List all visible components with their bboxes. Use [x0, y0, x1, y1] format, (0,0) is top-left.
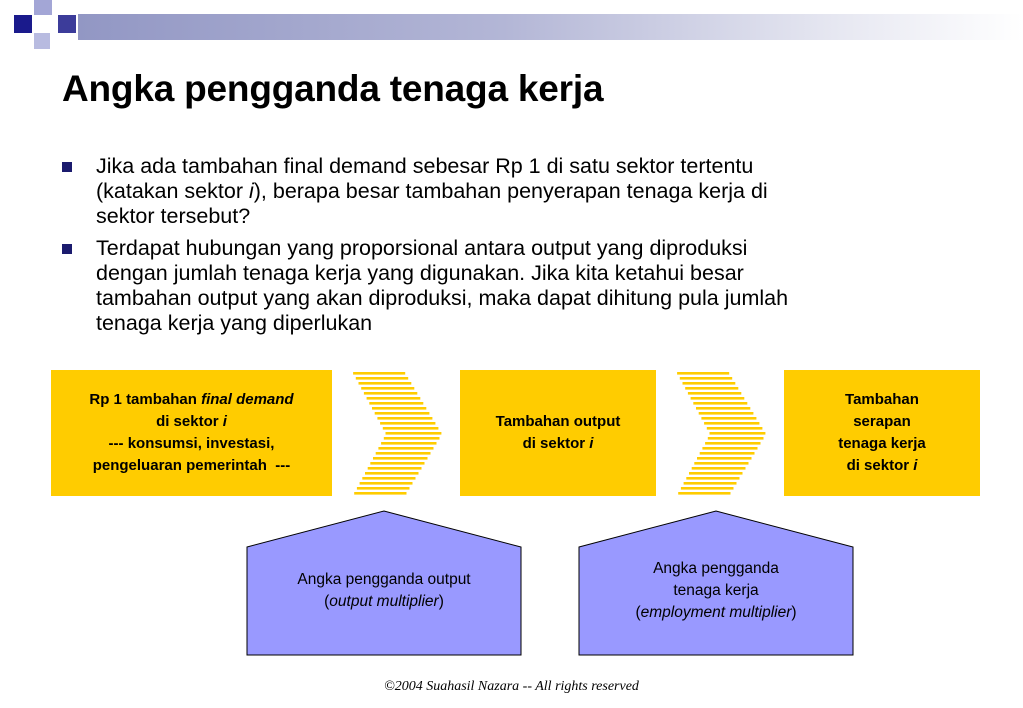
box-line — [838, 411, 926, 433]
arrow-right-icon — [348, 370, 444, 496]
deco-square-blue — [14, 15, 32, 33]
text-run: tambahan output yang akan diproduksi, maka dapat dihitung pula jumlah — [96, 286, 789, 310]
text-run: sektor tersebut? — [96, 204, 251, 228]
text-run: i — [248, 179, 254, 203]
text-run: Angka pengganda — [653, 560, 779, 577]
text-run: output multiplier — [329, 593, 439, 610]
multiplier-line — [246, 569, 522, 591]
arrow-stripe — [357, 487, 410, 490]
text-run: ) — [791, 604, 797, 621]
text-run: Terdapat hubungan yang proporsional antara output yang diproduksi — [96, 236, 748, 260]
arrow-stripe — [686, 477, 739, 480]
arrow-stripe — [365, 472, 419, 475]
text-run: Jika ada tambahan final demand sebesar Rp 1 di satu sektor tertentu — [96, 154, 754, 178]
arrow-stripe — [362, 477, 415, 480]
text-run: Rp 1 tambahan — [89, 391, 202, 408]
box-line — [838, 389, 926, 411]
text-run: serapan — [853, 413, 911, 430]
arrow-stripe — [376, 452, 431, 455]
box-output — [460, 370, 656, 496]
arrow-stripe — [689, 472, 743, 475]
multiplier-line — [578, 580, 854, 602]
arrow-stripe — [372, 407, 426, 410]
arrow-stripe — [694, 462, 748, 465]
bullet-line — [96, 261, 962, 286]
text-run: tenaga kerja yang diperlukan — [96, 311, 373, 335]
arrow-stripe — [368, 467, 422, 470]
arrow-stripe — [707, 427, 763, 430]
arrow-stripe — [386, 432, 442, 435]
text-run: dengan jumlah tenaga kerja yang digunakan. Jika kita ketahui besar — [96, 261, 744, 285]
bullet-line — [96, 179, 962, 204]
arrow-stripe — [683, 382, 736, 385]
arrow-stripe — [696, 407, 750, 410]
arrow-stripe — [691, 397, 745, 400]
text-run: --- konsumsi, investasi, — [108, 435, 275, 452]
output-multiplier-label — [246, 569, 522, 613]
arrow-stripe — [678, 492, 730, 495]
text-run: di sektor — [846, 457, 914, 474]
slide-title: Angka pengganda tenaga kerja — [62, 68, 604, 109]
box-line — [838, 455, 926, 477]
bullet-item — [62, 154, 962, 229]
text-run: Tambahan — [845, 391, 919, 408]
bullet-line — [96, 236, 962, 261]
square-bullet-icon — [62, 162, 72, 172]
arrow-stripe — [684, 482, 737, 485]
corner-decoration — [0, 0, 80, 60]
box-final-demand-text — [89, 389, 293, 477]
arrow-stripe — [375, 412, 430, 415]
arrow-stripe — [700, 452, 755, 455]
text-run: ( — [635, 604, 641, 621]
arrow-stripe — [383, 427, 439, 430]
text-run: tenaga kerja — [673, 582, 759, 599]
text-run: tenaga kerja — [838, 435, 926, 452]
arrow-stripe — [377, 417, 432, 420]
arrow-stripe — [685, 387, 738, 390]
bullet-line — [96, 204, 962, 229]
arrow-stripe — [697, 457, 752, 460]
arrow-stripe — [361, 387, 414, 390]
box-employment — [784, 370, 980, 496]
deco-square-navy — [58, 15, 76, 33]
deco-square-lavender — [34, 33, 50, 49]
text-run: pengeluaran pemerintah --- — [92, 457, 291, 474]
arrow-stripe — [384, 437, 440, 440]
text-run: final demand — [201, 391, 294, 408]
arrow-stripe — [380, 422, 435, 425]
arrow-stripe — [370, 462, 424, 465]
arrow-stripe — [692, 467, 746, 470]
text-run: i — [913, 457, 918, 474]
employment-multiplier-label — [578, 558, 854, 624]
box-line — [838, 433, 926, 455]
bullet-item — [62, 236, 962, 336]
text-run: Tambahan output — [495, 413, 621, 430]
arrow-stripe — [360, 482, 413, 485]
arrow-stripe — [359, 382, 412, 385]
text-run: ), berapa besar tambahan penyerapan tenaga kerja di — [253, 179, 768, 203]
copyright-footer: ©2004 Suahasil Nazara -- All rights reserved — [384, 679, 639, 694]
multiplier-line — [578, 558, 854, 580]
text-run: i — [589, 435, 594, 452]
arrow-stripe — [364, 392, 417, 395]
bullet-line — [96, 286, 962, 311]
arrow-stripe — [693, 402, 747, 405]
text-run: ) — [438, 593, 444, 610]
box-line — [496, 433, 621, 455]
arrow-stripe — [704, 422, 759, 425]
text-run: employment multiplier — [640, 604, 792, 621]
arrow-stripe — [677, 372, 729, 375]
arrow-stripe — [369, 402, 423, 405]
deco-square-periwinkle — [34, 0, 52, 15]
bullet-list — [62, 154, 962, 343]
text-run: (katakan sektor — [96, 179, 249, 203]
arrow-stripe — [702, 447, 757, 450]
bullet-line — [96, 311, 962, 336]
text-run: ( — [324, 593, 330, 610]
arrow-stripe — [681, 487, 734, 490]
box-employment-text — [838, 389, 926, 477]
header-gradient-bar — [78, 14, 1023, 40]
arrow-stripe — [356, 377, 408, 380]
multiplier-line — [578, 602, 854, 624]
arrow-right-icon — [672, 370, 768, 496]
text-run: di sektor — [156, 413, 223, 430]
arrow-stripe — [701, 417, 756, 420]
arrow-stripe — [680, 377, 732, 380]
arrow-stripe — [688, 392, 741, 395]
box-line — [89, 411, 293, 433]
text-run: i — [222, 413, 227, 430]
box-line — [89, 389, 293, 411]
box-output-text — [496, 411, 621, 455]
box-line — [89, 455, 293, 477]
box-final-demand — [51, 370, 332, 496]
text-run: di sektor — [522, 435, 590, 452]
arrow-stripe — [705, 442, 760, 445]
square-bullet-icon — [62, 244, 72, 254]
arrow-stripe — [710, 432, 766, 435]
multiplier-line — [246, 591, 522, 613]
arrow-stripe — [353, 372, 405, 375]
text-run: Angka pengganda output — [297, 571, 471, 588]
arrow-stripe — [699, 412, 754, 415]
box-line — [89, 433, 293, 455]
arrow-stripe — [367, 397, 421, 400]
arrow-stripe — [373, 457, 428, 460]
arrow-stripe — [708, 437, 764, 440]
arrow-stripe — [354, 492, 406, 495]
bullet-line — [96, 154, 962, 179]
arrow-stripe — [381, 442, 436, 445]
arrow-stripe — [378, 447, 433, 450]
box-line — [496, 411, 621, 433]
